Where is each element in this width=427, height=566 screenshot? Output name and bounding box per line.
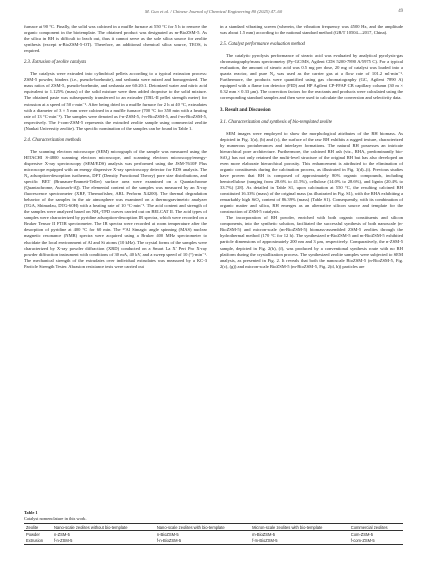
table-1: [24, 510, 403, 545]
paragraph: The incorporation of RH powder, enriched with both organic constituents and silicon components, into the synthetic solution, facilitated the successful synthesis of both nanoscale (n-BioZSM-5) and micron-scale (m-BioZSM-5) biomass-assembled ZSM-5 zeolites through the hydrothermal method (170 °C for 12 h). The synthesized n-BioZSM-5 and m-BioZSM-5 exhibited particle dimensions of approximately 200 nm and 3 μm, respectively. Comparatively, the n-ZSM-5 sample, depicted in Fig. 2(b), (f), was produced by a conventional synthesis route with no RH platform during the crystallization process. The synthesized zeolite samples were subjected to SEM analysis, as presented in Fig. 2. It reveals that both the nanoscale BioZSM-5 (n-BioZSM-5, Fig. 2(c), (g)) and micron-scale BioZSM-5 (m-BioZSM-5, Fig. 2(d, h)) particles are: [220, 215, 403, 269]
section-heading: 3. Result and Discussion: [220, 107, 271, 113]
section-heading: 2.5. Catalyst performance evaluation method: [220, 42, 305, 48]
table-row: [24, 531, 403, 538]
page-number: 49: [398, 9, 403, 14]
table-caption: [24, 510, 403, 521]
table-cell: m-BioZSM-5: [252, 532, 276, 538]
table-caption-text: Catalyst nomenclature in this work.: [24, 515, 87, 521]
table-cell: f-m-BioZSM-5: [252, 538, 278, 544]
table-label: Table 1: [24, 510, 38, 515]
paragraph: SEM images were employed to show the morphological attributes of the RH biomass. As depicted in Fig. 1(a), (b) and (c), the surface of the raw RH exhibits a rugged texture, characterized by numerous protuberances and interlayer formations. The natural RH possesses an intricate hierarchical pore architecture. Furthermore, the calcined RH ash (viz., RHA, predominantly bio-SiO₂) has not only retained the multi-level structure of the original RH but has also developed an even more elaborate hierarchical porosity. This enhancement is attributed to the elimination of organic constituents during the calcination process, as illustrated in Fig. 1(d)–(i). Previous studies have proven that RH is composed of approximately 80% organic compounds, including hemicellulose (ranging from 28.6% to 41.5%), cellulose (14.0% to 28.6%), and lignin (20.4% to 33.7%) [28]. As detailed in Table S1, upon calcination at 550 °C, the resulting calcined RH constituted 16.33% (mass) of the original mass (as illustrated in Fig. S1), with the RHA exhibiting a remarkably high SiO₂ content of 86.39% (mass) (Table S1). Consequently, with its combination of organic matter and silica, RH emerges as an alternative silicon source and template for the construction of ZSM-5 catalysts.: [220, 130, 403, 215]
table-cell: f-com-ZSM-5: [350, 538, 375, 544]
paragraph: The scanning electron microscope (SEM) micrograph of the sample was measured using the HITACHI S-4800 scanning electron microscope, and scanning electron microscopy/energy-dispersive X-ray spectroscopy (SEM/EDS) analysis was performed using the JSM-7610F Plus microscope equipped with an energy dispersive X-ray spectroscopy detector for EDS analysis. The N₂ adsorption-desorption isotherms, DFT (Density Functional Theory) pore size distributions, and specific BET (Brunauer-Emmett-Teller) surface area were examined on a Quantachrome (Quantachrome, Autosorb-iQ). The elemental content of the samples was measured by an X-ray fluorescence spectrometer (XRF, Thermofisher, ARL Perform X4200). The thermal degradation behavior of the samples in the air atmosphere was examined on a thermogravimetric analyzer (TGA, Shimadzu, DTG-60H) with a heating rate of 10 °C·min⁻¹. The acid content and strength of the samples were analyzed based on NH₃-TPD curves carried out on BELCAT II. The acid types of samples were characterized by pyridine adsorption-desorption IR spectra, which were recorded on a Bruker Tensor II FTIR spectrometer. The IR spectra were recorded at room temperature after the desorption of pyridine at 400 °C for 60 min. The ²⁷Al Simagic angle spinning (MAS) nuclear magnetic resonance (NMR) spectra were acquired using a Bruker 400 MHz spectrometer to elucidate the local environment of Al and Si atoms (10 kHz). The crystal forms of the samples were characterized by X-ray powder diffraction (XRD) conducted on a Smart La X' Pert Pro X-ray powder diffraction instrument with conditions of 30 mA, 40 kV, and a sweep speed of 10 (°)·min⁻¹. The mechanical strength of the extrudates over individual extrudates was measured by a KC-3 Particle Strength Tester. Abrasion resistance tests were carried out: [24, 148, 207, 269]
paragraph: The catalysts were extruded into cylindrical pellets according to a typical extrusion process: ZSM-5 powder, binders (i.e., pseudo-boehmite), and sesbania were mixed and homogenized. The mass ratios of ZSM-5, pseudo-boehmite, and sesbania are 60:20:1. Deionized water and nitric acid equivalent to 1.125% (mass) of the solid mixture were then added dropwise to the solid mixture. The obtained paste was subsequently transferred to an extruder (TBL-II pellet strength meter) for extrusion at a speed of 50 r·min⁻¹. After being dried in a muffle furnace for 2 h at 40 °C, extrudates with a diameter of 3 × 5 mm were calcined in a muffle furnace (700 °C for 350 min with a heating rate of 13 °C·min⁻¹). The samples were denoted as f-n-ZSM-5, f-n-BioZSM-5, and f-m-BioZSM-5, respectively. The f-com-ZSM-5 represents the extruded zeolite sample using commercial zeolite (Nankai University zeolite). The specific nomination of the samples can be found in Table 1.: [24, 71, 207, 131]
table-cell: Com-ZSM-5: [350, 532, 374, 538]
subsection-heading: 3.1. Characterization and synthesis of bio-templated zeolite: [220, 119, 332, 125]
table-cell: n-BioZSM-5: [156, 532, 179, 538]
table-cell: Extrusion: [26, 538, 44, 544]
table-row: [24, 538, 403, 545]
left-column: [24, 24, 207, 270]
table-header-cell: Nano-scale zeolites without bio-template: [53, 524, 128, 530]
section-heading: 2.4. Characterization methods: [24, 137, 82, 143]
running-header: M. Guo et al. / Chinese Journal of Chemical Engineering 80 (2025) 47–60: [144, 9, 283, 14]
table-cell: Powder: [26, 532, 40, 538]
right-column: [220, 24, 403, 270]
paragraph: in a standard vibrating screen (wherein, the vibration frequency was 4500 Hz, and the amplitude was about 1.5 mm) according to the national standard method (GB/T 10504—2017, China).: [220, 24, 403, 36]
table-header-cell: Zeolite: [26, 524, 39, 530]
table-header-cell: Nano-scale zeolites with bio-template: [156, 524, 225, 530]
table-header-row: [24, 524, 403, 531]
table-cell: f-n-BioZSM-5: [156, 538, 182, 544]
table-header-cell: Commercial zeolites: [350, 524, 388, 530]
nomenclature-table: [24, 523, 403, 545]
table-header-cell: Micron-scale zeolites with bio-template: [252, 524, 323, 530]
section-heading: 2.3. Extrusion of zeolite catalysts: [24, 60, 87, 66]
paragraph: furnace at 90 °C. Finally, the solid was calcined in a muffle furnace at 550 °C for 5 h to remove the organic component in the biotemplate. The obtained product was designated as m-BioZSM-5. As the silica in RH is difficult to leach out, thus it cannot serve as the sole silica source for zeolite synthesis (except n-BioZSM-5-OT). Therefore, an additional chemical silica source, TEOS, is required.: [24, 24, 207, 54]
table-cell: n-ZSM-5: [53, 532, 70, 538]
paragraph: The catalytic pyrolysis performance of stearic acid was evaluated by analytical pyrolysis-gas chromatography/mass spectrometry (Py-GC/MS, Agilent CDS 5200-7890 A/5975 C). For a typical evaluation, the amount of stearic acid was 0.5 mg per dose, 20 mg of catalyst was loaded into a quartz reactor, and pure N₂ was used as the carrier gas at a flow rate of 101.2 ml·min⁻¹. Furthermore, the products were quantified using gas chromatography (GC, Agilent 7890 A) equipped with a flame ion detector (FID) and HP Agilent CP-FFAP CB capillary column (30 m × 0.32 mm × 0.33 μm). The correction factors for the reactants and products were calculated using the corresponding standard samples and then were used to calculate the conversion and selectivity data.: [220, 53, 403, 101]
table-cell: f-n-ZSM-5: [53, 538, 73, 544]
